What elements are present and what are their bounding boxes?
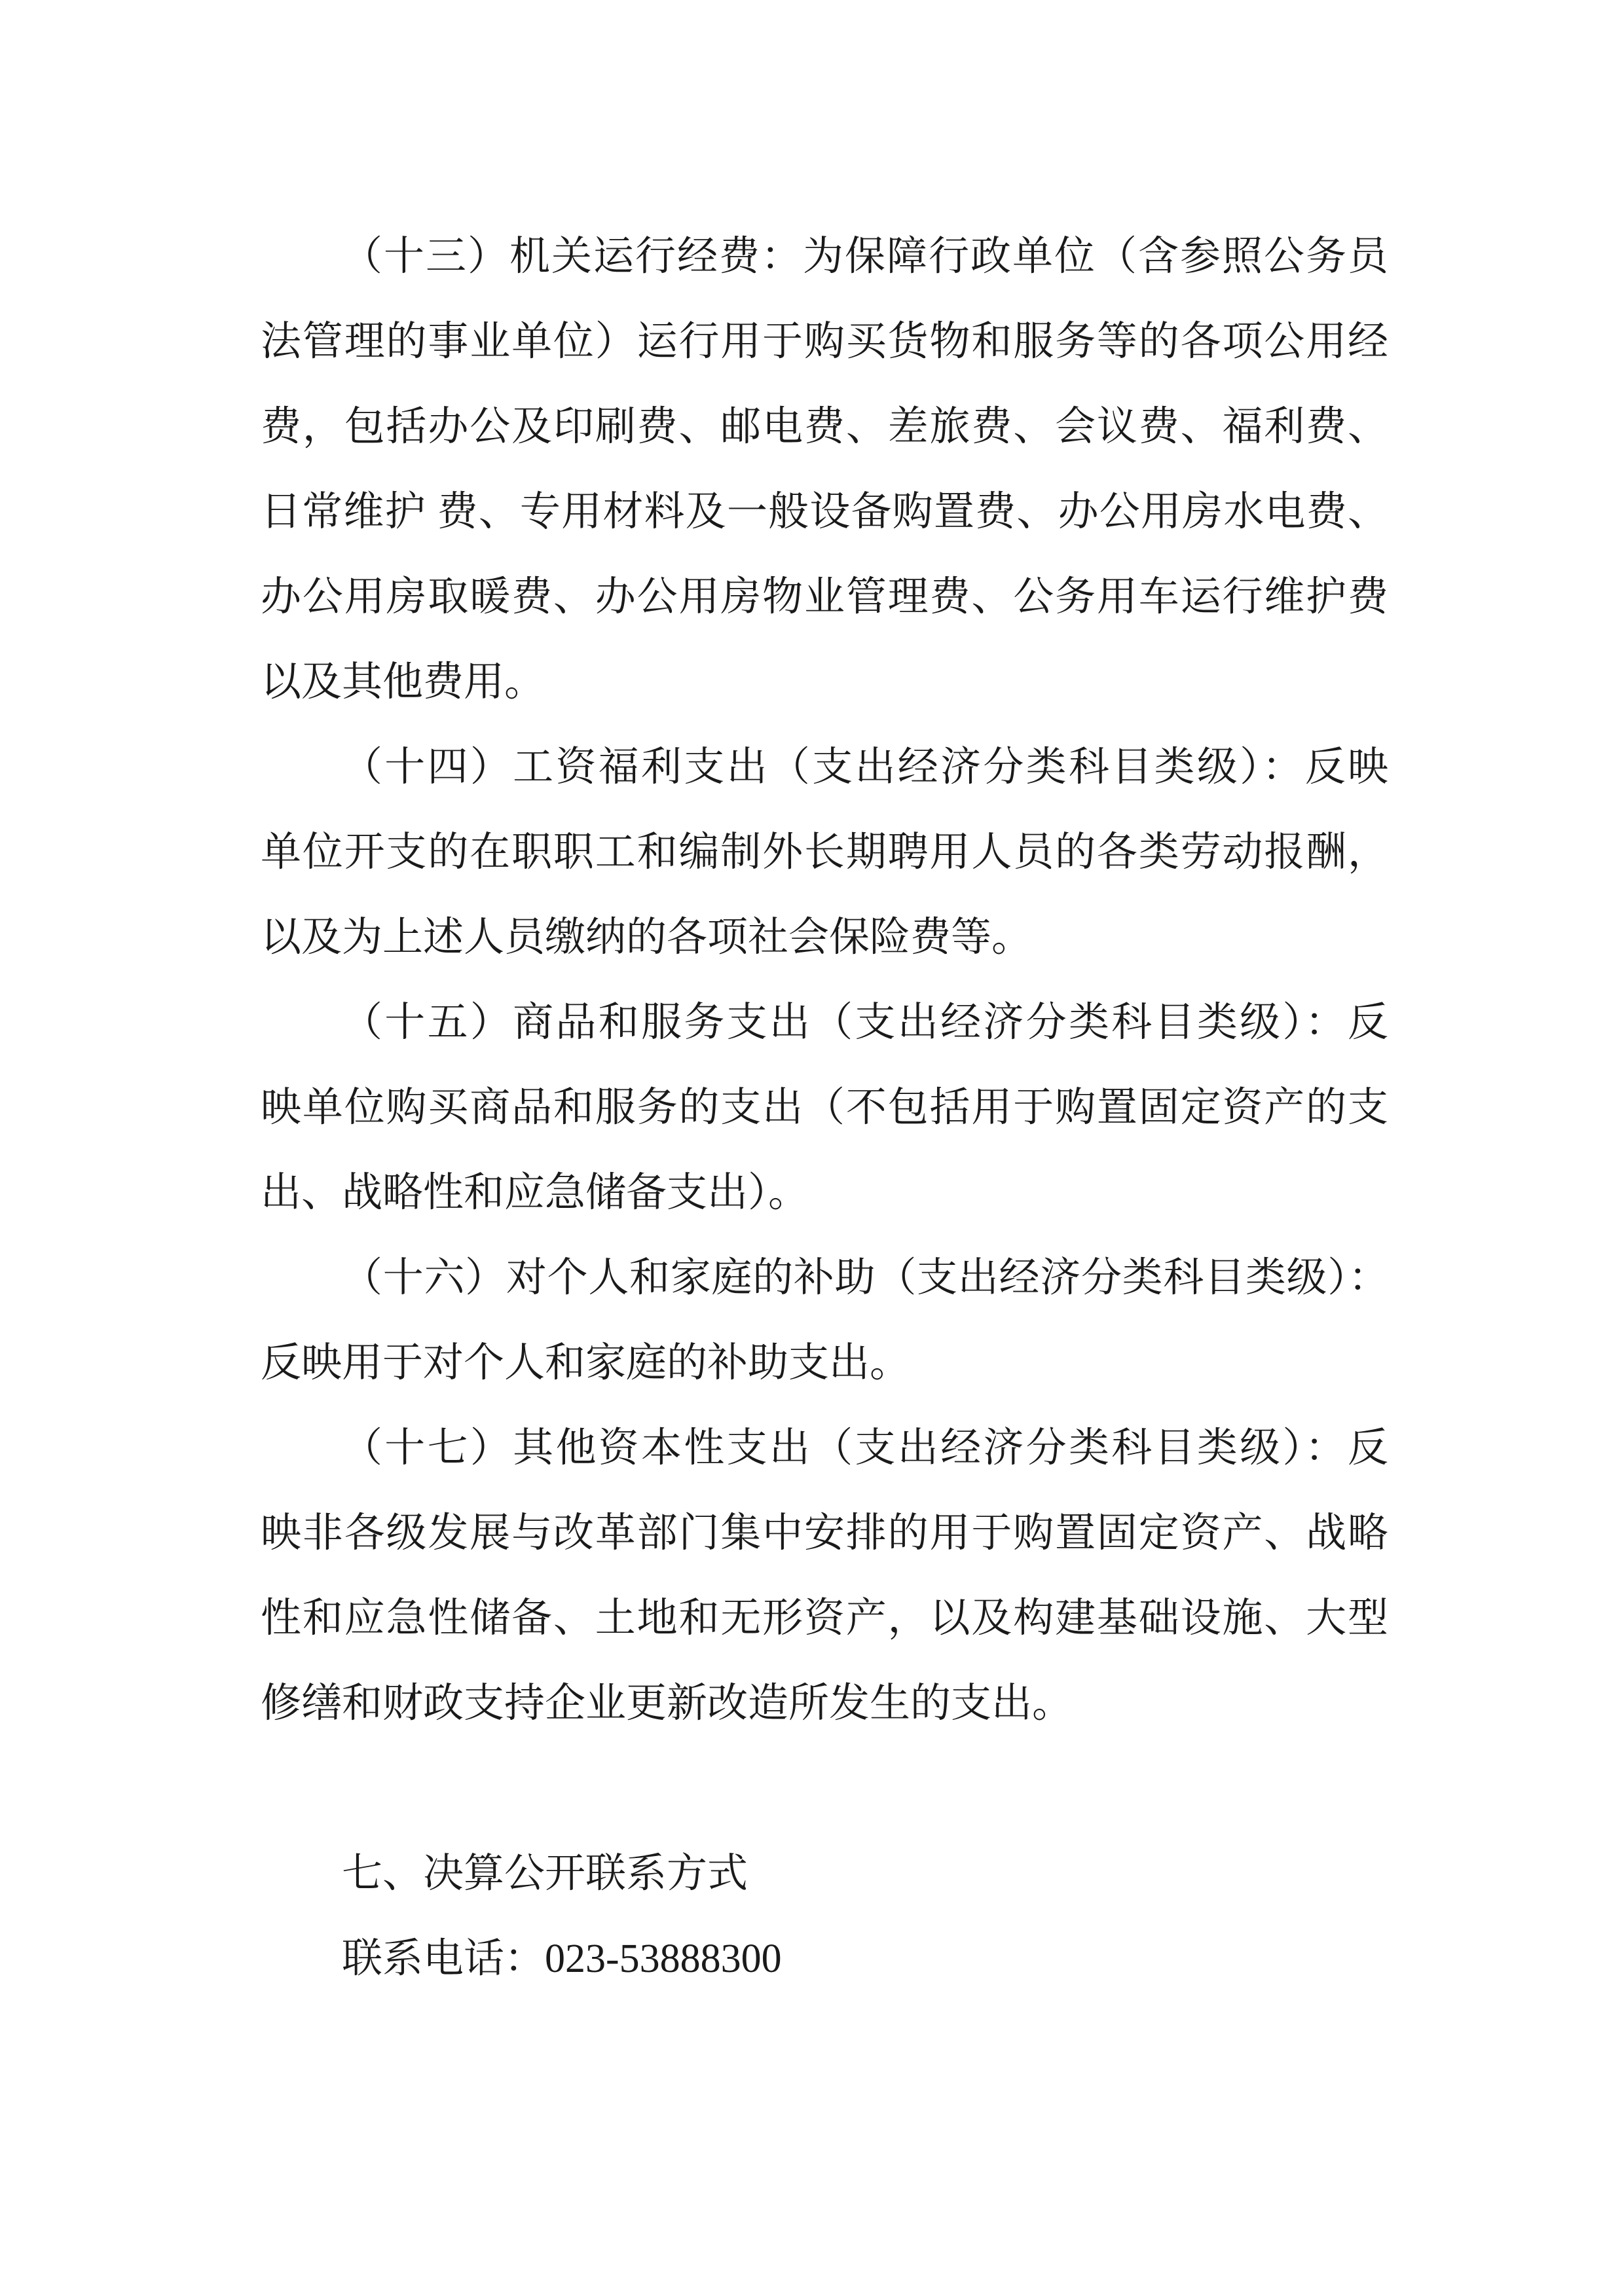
text-line: 日常维护 费、专用材料及一般设备购置费、办公用房水电费、	[261, 490, 1388, 534]
contact-label: 联系电话：	[342, 1937, 545, 1981]
section-heading: 七、决算公开联系方式	[342, 1851, 748, 1896]
contact-phone: 023-53888300	[545, 1937, 782, 1981]
text-line: 单位开支的在职职工和编制外长期聘用人员的各类劳动报酬，	[261, 830, 1388, 875]
text-line: 费，包括办公及印刷费、邮电费、差旅费、会议费、福利费、	[261, 405, 1388, 449]
closing-section	[261, 1831, 1388, 2001]
text-line: （十七）其他资本性支出（支出经济分类科目类级）：反	[342, 1426, 1388, 1470]
text-line: （十六）对个人和家庭的补助（支出经济分类科目类级）：	[342, 1256, 1388, 1300]
paragraph-17	[261, 1406, 1388, 1746]
paragraph-16	[261, 1235, 1388, 1406]
contact-line	[261, 1916, 1388, 2001]
text-line: 以及为上述人员缴纳的各项社会保险费等。	[261, 915, 1033, 960]
text-line: （十五）商品和服务支出（支出经济分类科目类级）：反	[342, 1000, 1388, 1045]
text-line: 以及其他费用。	[261, 660, 545, 704]
paragraph-14	[261, 725, 1388, 980]
text-line: 反映用于对个人和家庭的补助支出。	[261, 1341, 911, 1385]
text-line: （十三）机关运行经费：为保障行政单位（含参照公务员	[342, 234, 1388, 279]
text-line: 办公用房取暖费、办公用房物业管理费、公务用车运行维护费	[261, 575, 1388, 619]
text-line: 映单位购买商品和服务的支出（不包括用于购置固定资产的支	[261, 1085, 1388, 1130]
text-line: 修缮和财政支持企业更新改造所发生的支出。	[261, 1681, 1073, 1726]
paragraph-15	[261, 980, 1388, 1235]
text-line: 出、战略性和应急储备支出）。	[261, 1171, 809, 1215]
paragraph-13	[261, 214, 1388, 725]
text-line: 性和应急性储备、土地和无形资产，以及构建基础设施、大型	[261, 1596, 1388, 1641]
text-line: 法管理的事业单位）运行用于购买货物和服务等的各项公用经	[261, 319, 1388, 364]
text-line: （十四）工资福利支出（支出经济分类科目类级）：反映	[342, 745, 1388, 790]
document-body	[261, 214, 1388, 2001]
text-line: 映非各级发展与改革部门集中安排的用于购置固定资产、战略	[261, 1511, 1388, 1556]
